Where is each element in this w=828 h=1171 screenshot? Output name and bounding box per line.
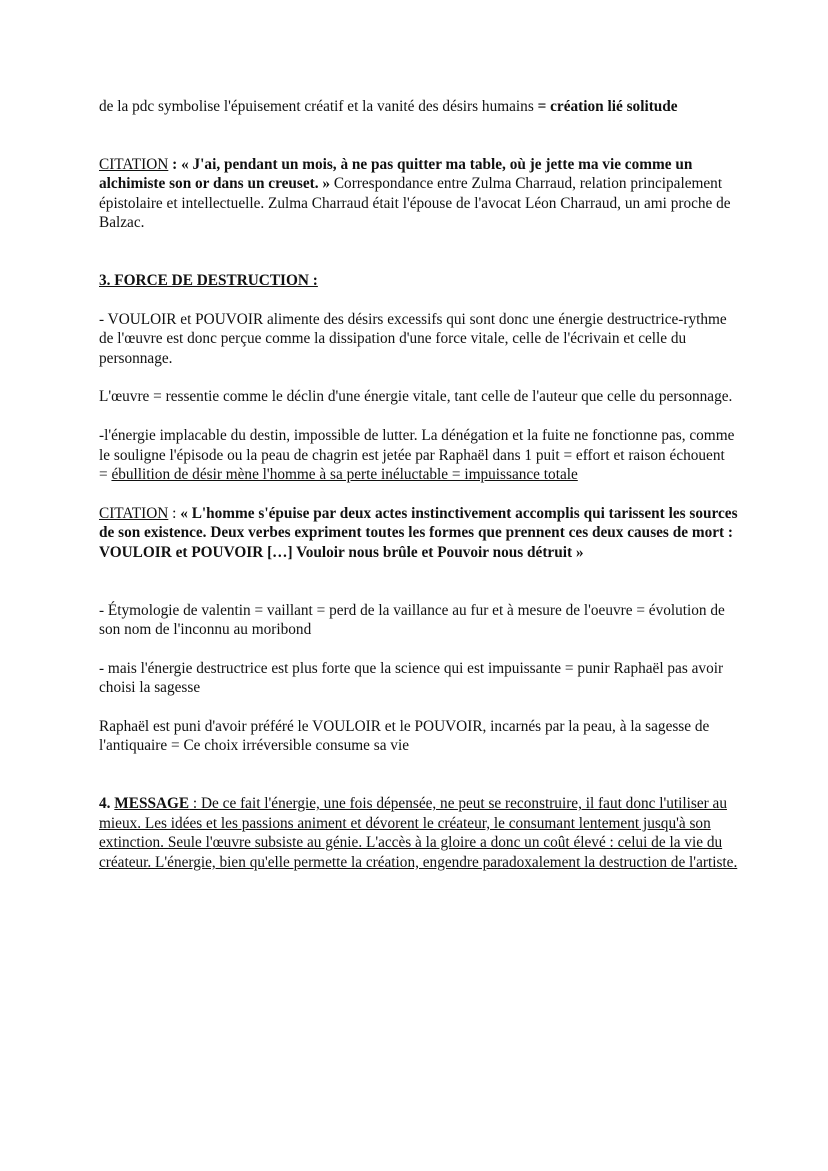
section-3-paragraph-3 [99,426,739,485]
section-4-text: : De ce fait l'énergie, une fois dépensée, ne peut se reconstruire, il faut donc l'utiliser au mieux. Les idées et les passions animent et dévorent le créateur, le consumant lentement jusqu'à son extinction. Seule l'œuvre subsiste au génie. L'accès à la gloire a donc un coût élevé : celui de la vie du créateur. L'énergie, bien qu'elle permette la création, engendre paradoxalement la destruction de l'artiste. [99,795,738,871]
note-paragraph-3: Raphaël est puni d'avoir préféré le VOULOIR et le POUVOIR, incarnés par la peau, à la sagesse de l'antiquaire = Ce choix irréversible consume sa vie [99,717,710,755]
section-3-paragraph-3-text: -l'énergie implacable du destin, impossible de lutter. La dénégation et la fuite ne fonctionne pas, comme le souligne l'épisode ou la peau de chagrin est jetée par Raphaël dans 1 puit = effort et raison échouent [99,426,735,464]
citation-1 [99,155,739,233]
intro-text: de la pdc symbolise l'épuisement créatif et la vanité des désirs humains [99,98,538,115]
citation-1-quote: « J'ai, pendant un mois, à ne pas quitter ma table, où je jette ma vie comme un alchimiste son or dans un creuset. » [99,155,693,193]
intro-paragraph [99,97,739,117]
document-page [99,97,739,872]
section-3-paragraph-2: L'œuvre = ressentie comme le déclin d'une énergie vitale, tant celle de l'auteur que celle du personnage. [99,388,733,406]
note-paragraph-2: - mais l'énergie destructrice est plus forte que la science qui est impuissante = punir Raphaël pas avoir choisi la sagesse [99,659,724,697]
note-paragraph-1: - Étymologie de valentin = vaillant = perd de la vaillance au fur et à mesure de l'oeuvre = évolution de son nom de l'inconnu au moribond [99,601,725,639]
section-3-heading: 3. FORCE DE DESTRUCTION : [99,271,318,289]
citation-2-label: CITATION [99,504,169,522]
citation-2-sep: : [168,504,181,522]
citation-2 [99,504,739,563]
section-3-paragraph-1: - VOULOIR et POUVOIR alimente des désirs excessifs qui sont donc une énergie destructrice-rythme de l'œuvre est donc perçue comme la dissipation d'une force vitale, celle de l'écrivain et celle du personnage. [99,310,727,367]
citation-1-label: CITATION [99,155,169,173]
section-4-heading: MESSAGE [114,795,190,813]
section-3-paragraph-3-underlined: ébullition de désir mène l'homme à sa perte inéluctable = impuissance totale [111,466,578,484]
citation-1-context: Correspondance entre Zulma Charraud, relation principalement épistolaire et intellectuelle. Zulma Charraud était l'épouse de l'avocat Léon Charraud, un ami proche de Balzac. [99,175,731,232]
section-4-number: 4. [99,795,115,813]
intro-bold: = création lié solitude [537,98,678,115]
citation-1-sep: : [168,155,182,173]
section-4-paragraph [99,794,739,872]
section-3-paragraph-3-prefix: = [99,466,112,484]
citation-2-quote: « L'homme s'épuise par deux actes instinctivement accomplis qui tarissent les sources de son existence. Deux verbes expriment toutes les formes que prennent ces deux causes de mort : VOULOIR et POUVOIR […] Vouloir nous brûle et Pouvoir nous détruit » [99,504,738,561]
